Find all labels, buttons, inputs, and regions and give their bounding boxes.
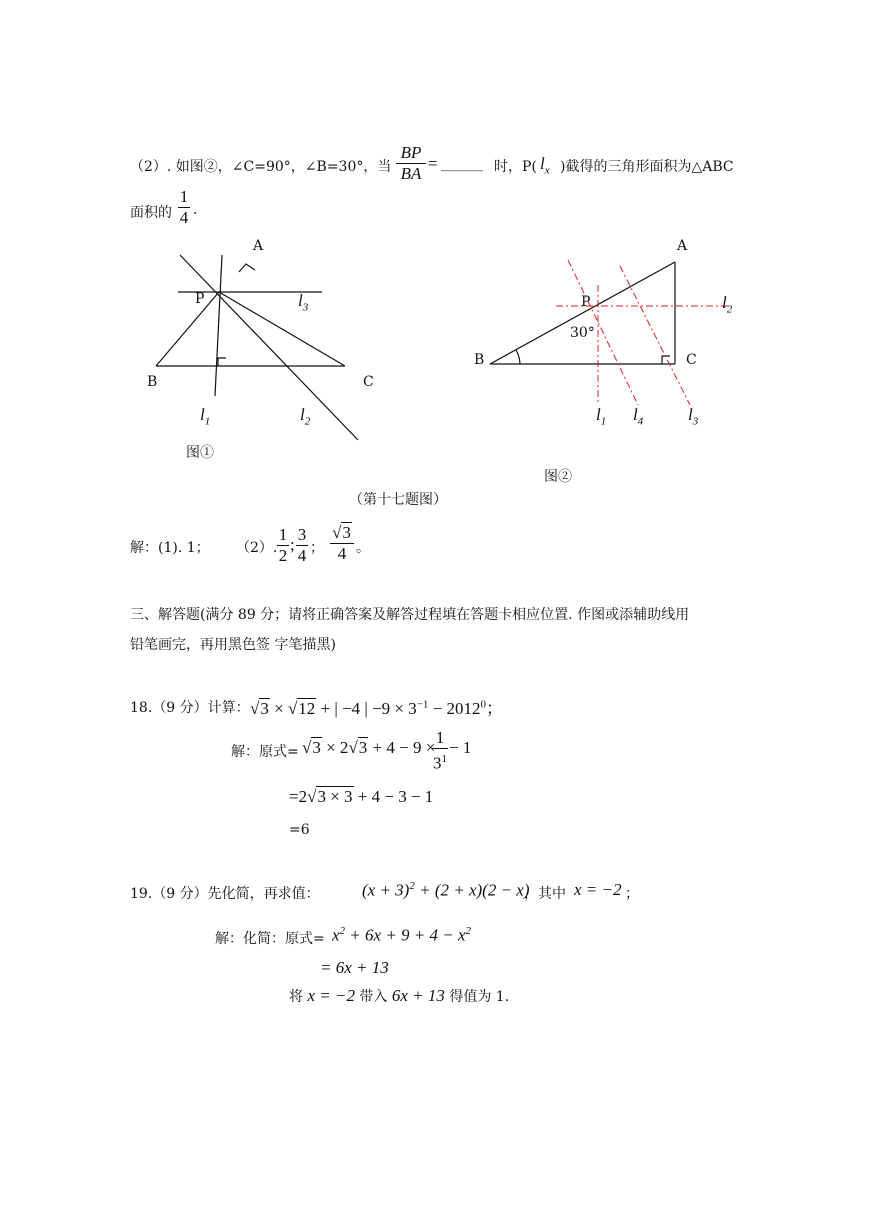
answer17-sep: ;	[290, 535, 295, 554]
fig2-angle-label: 30°	[570, 325, 595, 341]
answer17-part2: （2）.	[236, 540, 278, 556]
figure-1	[130, 230, 390, 470]
fig1-line-l1	[215, 255, 222, 396]
fig2-label-l1: $l_1$	[596, 405, 607, 428]
answer17-sep2: ；	[310, 540, 324, 556]
q18-label: 18.（9 分）计算：	[130, 700, 250, 716]
answer17-frac3: √3 4	[330, 524, 354, 563]
fig2-hypotenuse	[490, 262, 675, 364]
q19-cond-lead: ，其中	[524, 886, 566, 902]
q19-sol-lead: 解：化简：原式=	[215, 931, 325, 947]
q19-sol1: $x^2 + 6x + 9 + 4 - x^2$	[332, 925, 472, 945]
q18-sol-lead: 解：原式=	[231, 744, 299, 760]
fig1-label-l1: $l_1$	[200, 405, 211, 428]
q2-lx: $l_x$	[540, 154, 550, 177]
q2-quarter: 1 4	[179, 187, 189, 227]
figure-2	[480, 240, 740, 430]
fig2-label-b: B	[474, 352, 485, 368]
fig1-label-b: B	[147, 374, 158, 390]
q19-label: 19.（9 分）先化简，再求值：	[130, 886, 320, 902]
fig2-label-a: A	[677, 238, 688, 254]
q2-frac-num: BP	[400, 143, 422, 162]
q18-sol1: √3 × 2√3 + 4 − 9 ×	[302, 738, 436, 757]
q19-condition: x = −2	[574, 880, 622, 899]
q2-period: .	[193, 202, 198, 218]
q18-sol3: =6	[289, 822, 310, 838]
fig2-label-l3: $l_3$	[688, 405, 699, 428]
q18-sol1-end: − 1	[449, 738, 472, 757]
q19-sol2: = 6x + 13	[320, 958, 389, 977]
fig1-label-a: A	[253, 238, 264, 254]
q2-after2: )截得的三角形面积为△ABC	[560, 159, 734, 175]
answer17-frac1: 1 2	[278, 525, 288, 565]
q2-eq: =	[428, 154, 438, 173]
fig2-label-l2: $l_2$	[722, 293, 733, 316]
answer17-end: 。	[356, 540, 370, 556]
fig2-angle-b-arc	[516, 350, 520, 364]
q2-frac-den: BA	[400, 164, 422, 183]
q2-fraction	[396, 144, 426, 183]
section3-line1: 三、解答题(满分 89 分；请将正确答案及解答过程填在答题卡相应位置. 作图或添辅助线用	[130, 607, 690, 623]
fig1-side-ac	[219, 292, 345, 366]
figure-caption: （第十七题图）	[349, 492, 447, 508]
fig1-caption: 图①	[186, 445, 214, 461]
fig2-label-p: P	[581, 294, 591, 310]
q19-sol3: 将 x = −2 带入 6x + 13 得值为 1.	[289, 986, 510, 1005]
fig2-label-l4: $l_4$	[633, 405, 644, 428]
section3-line2: 铅笔画完，再用黑色签 字笔描黑)	[130, 637, 336, 653]
q18-expression: √3 × √12 + | −4 | $-9 \times 3^{-1} - 2012^0$；	[250, 698, 503, 718]
fig1-label-l3: $l_3$	[298, 291, 309, 314]
q2-line2: 面积的	[130, 205, 172, 221]
q2-blank: ______	[441, 156, 483, 172]
q18-sol2: =2√3 × 3 + 4 − 3 − 1	[289, 787, 434, 806]
fig1-label-l2: $l_2$	[300, 405, 311, 428]
fig1-right-angle-a	[239, 264, 255, 272]
fig1-side-ba	[156, 292, 219, 366]
answer17-frac2: 3 4	[297, 525, 307, 565]
fig1-label-p: P	[195, 291, 205, 307]
fig1-label-c: C	[363, 374, 374, 390]
q2-after: 时，P(	[494, 159, 537, 175]
q2-lead: （2）. 如图②，∠C=90°，∠B=30°，当	[130, 159, 392, 175]
q18-sol1-fraction: 1 $3^1$	[433, 728, 447, 773]
answer17-lead: 解：(1). 1；	[130, 540, 210, 556]
fig2-caption: 图②	[544, 469, 572, 485]
fig2-label-c: C	[686, 352, 697, 368]
fig1-right-angle-l1	[218, 358, 226, 366]
q19-expression: $(x + 3)^2 + (2 + x)(2 - x)$	[362, 880, 530, 900]
q19-semicolon: ；	[625, 886, 639, 902]
